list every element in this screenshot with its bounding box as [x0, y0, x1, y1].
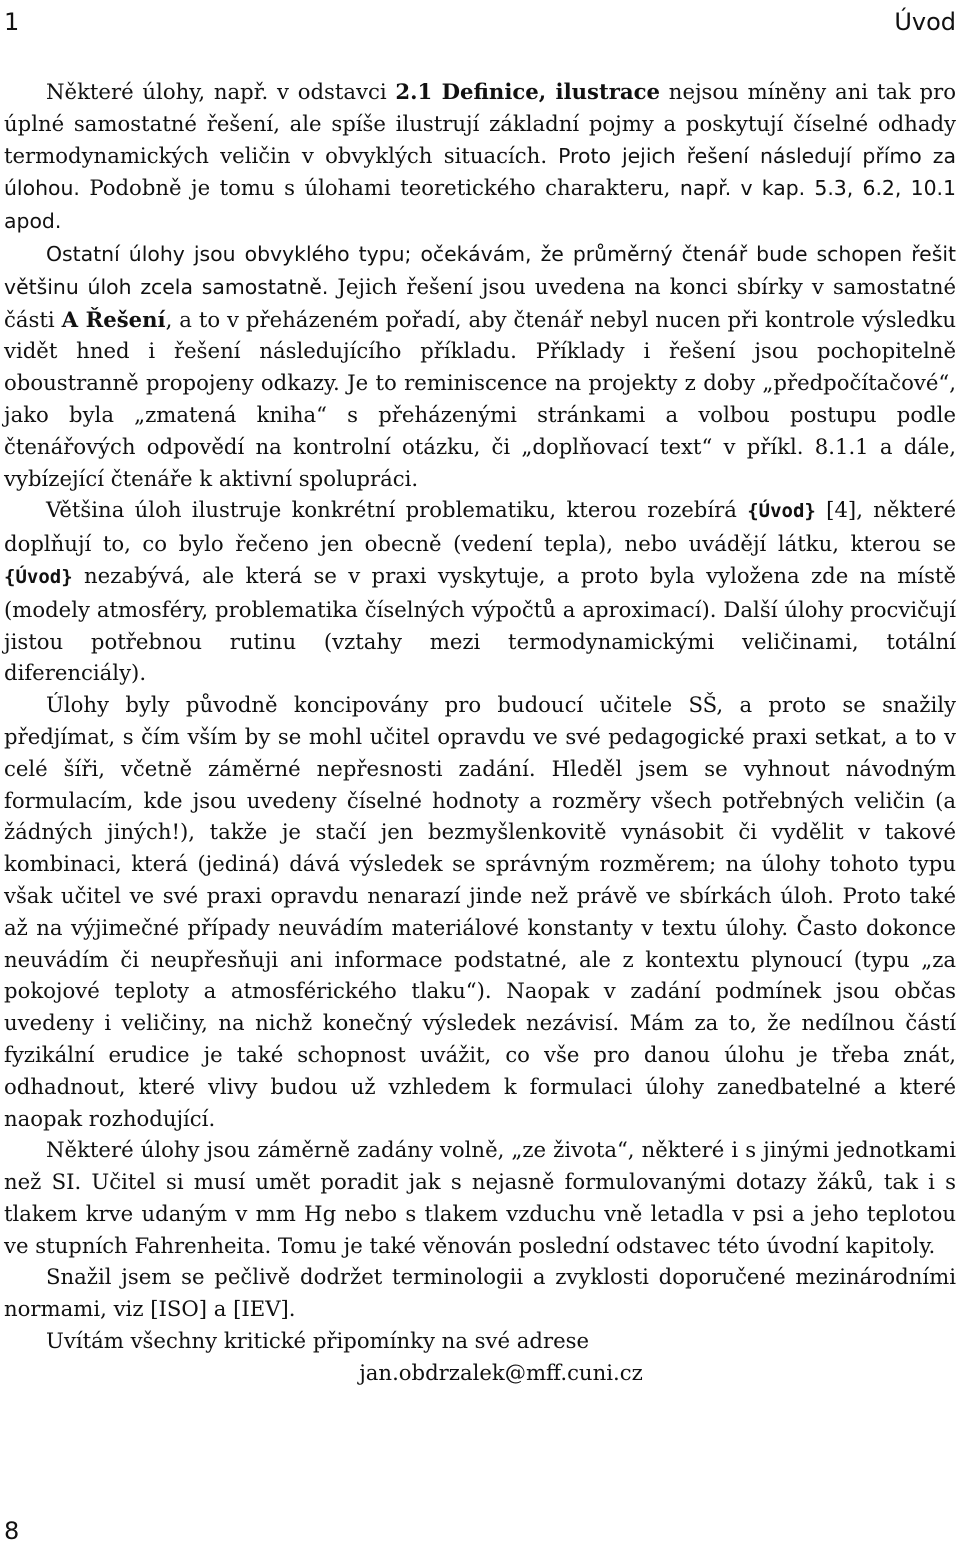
- paragraph-text: , a to v přeházeném pořadí, aby čtenář nebyl nucen při kontrole výsledku vidět hned i řešení následujícího příkladu. Příklady i řešení jsou pochopitelně oboustranně propojeny odkazy. Je to reminiscence na projekty z doby „předpočítačové“, jako byla „zmatená kniha“ s přeházenými stránkami a volbou postupu podle čtenářových odpovědí na kontrolní otázku, či „doplňovací text“ v příkl. 8.1.1 a dále, vybízející čtenáře k aktivní spolupráci.: [4, 306, 956, 491]
- paragraph-text: Proto jejich řešení následují přímo za úlohou.: [4, 143, 956, 201]
- chapter-number: 1: [4, 8, 20, 36]
- chapter-references[interactable]: např. v kap. 5.3, 6.2, 10.1 apod.: [4, 176, 957, 234]
- paragraph-text: Ostatní úlohy jsou obvyklého typu; očekávám, že průměrný čtenář bude schopen řešit většinu úloh zcela samostatně.: [4, 241, 956, 299]
- book-reference: {Úvod}: [4, 565, 73, 588]
- chapter-title: Úvod: [894, 8, 956, 36]
- paragraph-text: Některé úlohy, např. v odstavci: [46, 79, 396, 104]
- paragraph-text: nezabývá, ale která se v praxi vyskytuje, a proto byla vyložena zde na místě (modely atmosféry, problematika číselných výpočtů a aproximací). Další úlohy procvičují jistou potřebnou rutinu (vztahy mezi termodynamickými veličinami, totální diferenciály).: [4, 562, 956, 686]
- paragraph-2: [4, 238, 956, 494]
- paragraph-3: [4, 494, 956, 689]
- solutions-part-reference[interactable]: A Řešení: [61, 306, 166, 332]
- book-reference: {Úvod}: [747, 500, 816, 523]
- section-reference[interactable]: 2.1 Definice, ilustrace: [395, 79, 661, 104]
- paragraph-text: nejsou míněny ani tak pro úplné samostatné řešení, ale spíše ilustrují základní pojmy a poskytují číselné odhady termodynamických veličin v obvyklých situacích.: [4, 79, 956, 168]
- paragraph-4: Úlohy byly původně koncipovány pro budoucí učitele SŠ, a proto se snažily předjímat, s čím vším by se mohl učitel opravdu ve své pedagogické praxi setkat, a to v celé šíři, včetně záměrné nepřesnosti zadání. Hleděl jsem se vyhnout návodným formulacím, kde jsou uvedeny číselné hodnoty a rozměry všech potřebných veličin (a žádných jiných!), takže je stačí jen bezmyšlenkovitě vynásobit či vydělit v takové kombinaci, která (jediná) dává výsledek se správným rozměrem; na úlohy tohoto typu však učitel ve své praxi opravdu nenarazí jinde než právě ve sbírkách úloh. Proto také až na výjimečné případy neuvádím materiálové konstanty v textu úlohy. Často dokonce neuvádím či neupřesňuji ani informace podstatné, ale z kontextu plynoucí (typu „za pokojové teploty a atmosférického tlaku“). Naopak v zadání podmínek jsou občas uvedeny i veličiny, na nichž konečný výsledek nezávisí. Mám za to, že nedílnou částí fyzikální erudice je také schopnost uvážit, co vše pro danou úlohu je třeba znát, odhadnout, které vlivy budou už vzhledem k formulaci úlohy zanedbatelné a které naopak rozhodující.: [4, 692, 956, 1131]
- paragraph-text: Jejich řešení jsou uvedena na konci sbírky v samostatné části: [4, 273, 957, 332]
- email-address[interactable]: jan.obdrzalek@mff.cuni.cz: [359, 1359, 643, 1385]
- paragraph-6: Snažil jsem se pečlivě dodržet terminologii a zvyklosti doporučené mezinárodními normami, viz [ISO] a [IEV].: [4, 1264, 956, 1322]
- page-body: [4, 76, 956, 1389]
- page-number: 8: [4, 1517, 20, 1545]
- paragraph-text: Většina úloh ilustruje konkrétní problematiku, kterou rozebírá: [46, 497, 748, 523]
- paragraph-text: Podobně je tomu s úlohami teoretického charakteru,: [79, 175, 680, 201]
- paragraph-1: [4, 76, 956, 238]
- page-header: [4, 2, 956, 42]
- paragraph-7: Uvítám všechny kritické připomínky na své adrese: [46, 1328, 590, 1354]
- paragraph-5: Některé úlohy jsou záměrně zadány volně, „ze života“, některé i s jinými jednotkami než SI. Učitel si musí umět poradit jak s nejasně formulovanými dotazy žáků, tak i s tlakem krve udaným v mm Hg nebo s tlakem vzduchu vně letadla v psi a jeho teplotou ve stupních Fahrenheita. Tomu je také věnován poslední odstavec této úvodní kapitoly.: [4, 1137, 956, 1258]
- paragraph-text: [4], některé doplňují to, co bylo řečeno jen obecně (vedení tepla), nebo uvádějí látku, kterou se: [4, 497, 956, 557]
